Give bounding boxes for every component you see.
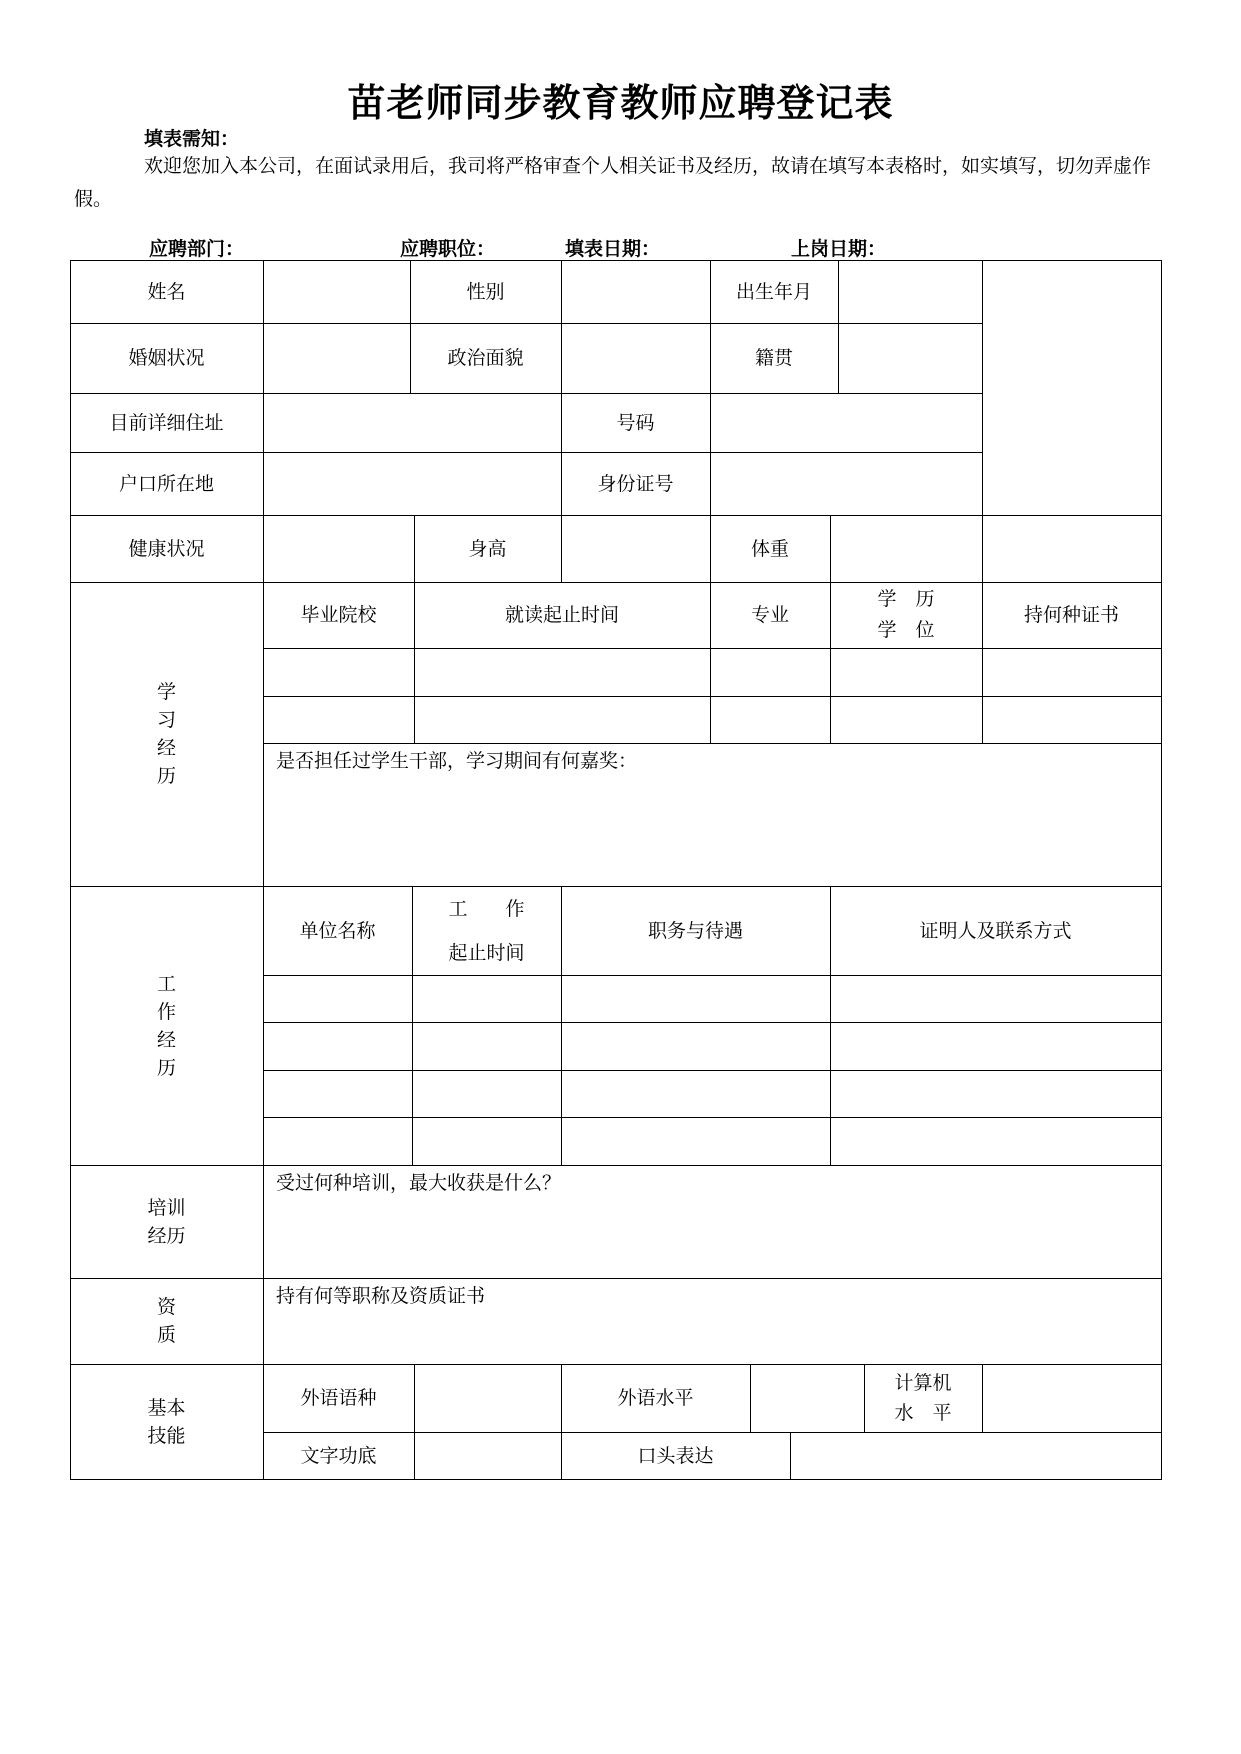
degree-header: 学 历 学 位 <box>877 588 935 641</box>
major-header: 专业 <box>750 604 789 626</box>
reference-header: 证明人及联系方式 <box>919 919 1072 942</box>
qualification-section-label: 资 质 <box>156 1296 176 1346</box>
phone-field[interactable] <box>710 393 982 452</box>
health-field[interactable] <box>263 515 414 582</box>
political-label: 政治面貌 <box>447 347 524 369</box>
school-header: 毕业院校 <box>300 604 377 626</box>
form-title: 苗老师同步教育教师应聘登记表 <box>347 80 894 125</box>
name-label: 姓名 <box>147 280 186 303</box>
gender-field[interactable] <box>561 260 710 323</box>
training-prompt: 受过何种培训，最大收获是什么？ <box>276 1172 562 1194</box>
writing-label: 文字功底 <box>300 1444 377 1467</box>
language-level-label: 外语水平 <box>617 1387 694 1409</box>
marital-label: 婚姻状况 <box>128 347 205 369</box>
weight-field[interactable] <box>830 515 982 582</box>
health-label: 健康状况 <box>128 537 205 560</box>
weight-label: 体重 <box>750 537 789 560</box>
duty-header: 职务与待遇 <box>647 919 743 942</box>
marital-field[interactable] <box>263 323 410 393</box>
speaking-label: 口头表达 <box>637 1444 714 1467</box>
name-field[interactable] <box>263 260 410 323</box>
skills-section-label: 基本 技能 <box>147 1397 186 1447</box>
height-field[interactable] <box>561 515 710 582</box>
writing-field[interactable] <box>414 1432 561 1479</box>
start-date-label: 上岗日期： <box>791 238 887 260</box>
address-field[interactable] <box>263 393 561 452</box>
photo-area[interactable] <box>982 260 1161 515</box>
notice-label: 填表需知： <box>144 128 240 150</box>
native-field[interactable] <box>838 323 982 393</box>
study-period-header: 就读起止时间 <box>504 604 619 626</box>
speaking-field[interactable] <box>790 1432 1161 1479</box>
work-section-label: 工 作 经 历 <box>156 972 176 1079</box>
native-label: 籍贯 <box>754 347 793 369</box>
language-label: 外语语种 <box>300 1387 377 1409</box>
certificate-header: 持何种证书 <box>1023 604 1119 626</box>
phone-label: 号码 <box>616 411 655 434</box>
language-field[interactable] <box>414 1364 561 1432</box>
id-number-field[interactable] <box>710 452 982 515</box>
address-label: 目前详细住址 <box>109 411 224 434</box>
training-section-label: 培训 经历 <box>147 1196 186 1247</box>
qualification-prompt: 持有何等职称及资质证书 <box>276 1285 486 1307</box>
id-number-label: 身份证号 <box>597 472 674 495</box>
gender-label: 性别 <box>466 280 505 303</box>
honors-prompt: 是否担任过学生干部，学习期间有何嘉奖： <box>276 750 638 772</box>
hukou-field[interactable] <box>263 452 561 515</box>
language-level-field[interactable] <box>750 1364 864 1432</box>
position-label: 应聘职位： <box>400 238 496 260</box>
political-field[interactable] <box>561 323 710 393</box>
fill-date-label: 填表日期： <box>565 238 661 260</box>
birth-field[interactable] <box>838 260 982 323</box>
hukou-label: 户口所在地 <box>118 472 214 495</box>
computer-level-field[interactable] <box>982 1364 1161 1432</box>
height-label: 身高 <box>468 537 507 560</box>
company-header: 单位名称 <box>299 919 376 942</box>
computer-level-label: 计算机 水 平 <box>894 1372 952 1424</box>
education-section-label: 学 习 经 历 <box>156 681 176 787</box>
notice-text: 欢迎您加入本公司，在面试录用后，我司将严格审查个人相关证书及经历，故请在填写本表格时，如实填写，切勿弄虚作假。 <box>74 155 1152 210</box>
birth-label: 出生年月 <box>735 280 812 303</box>
work-period-header: 工 作 起止时间 <box>448 897 525 964</box>
department-label: 应聘部门： <box>149 238 245 260</box>
